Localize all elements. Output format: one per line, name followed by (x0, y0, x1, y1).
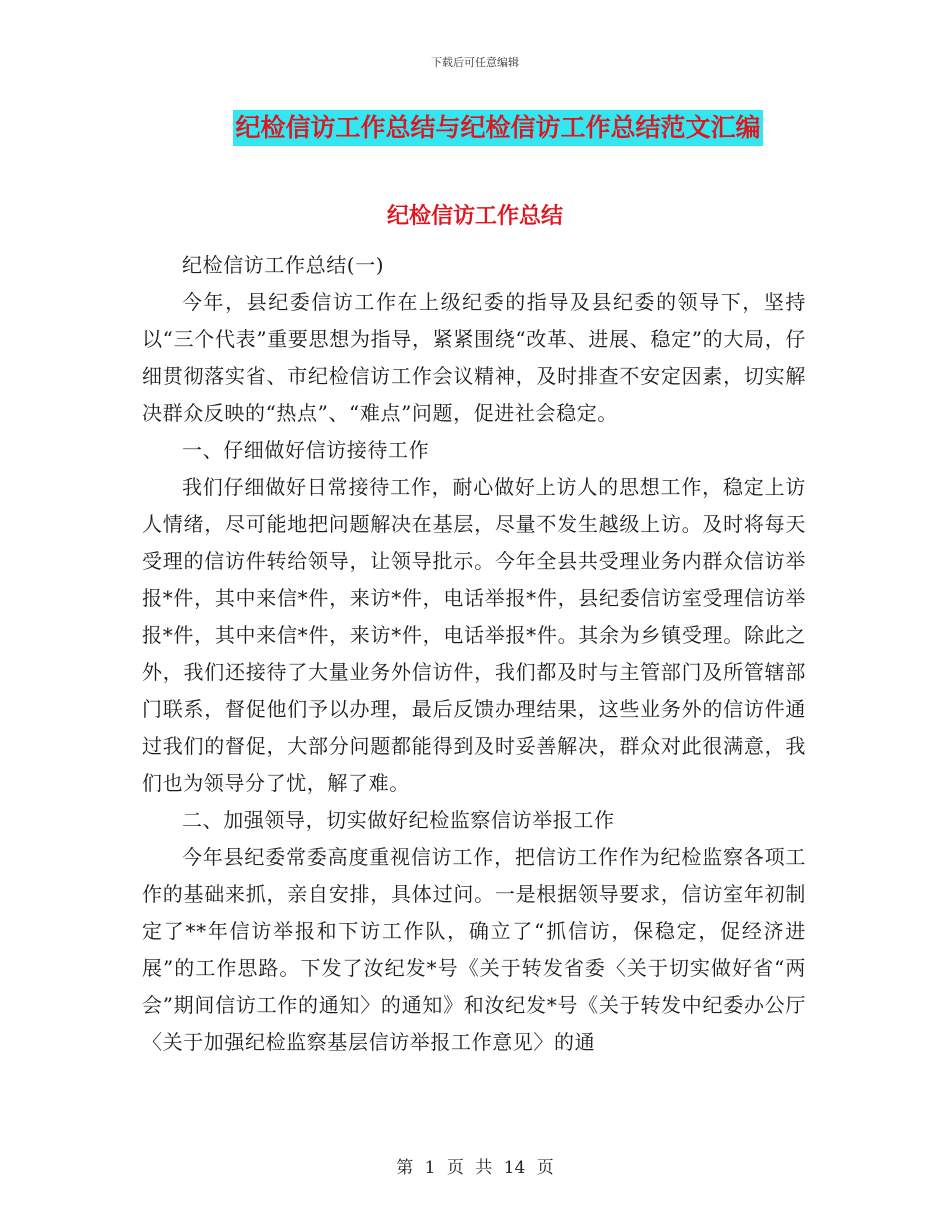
page-footer: 第 1 页 共 14 页 (396, 1158, 554, 1178)
section-heading-1: 一、仔细做好信访接待工作 (182, 438, 430, 462)
paragraph-section-2: 今年县纪委常委高度重视信访工作，把信访工作作为纪检监察各项工作的基础来抓，亲自安排，具体过问。一是根据领导要求，信访室年初制定了**年信访举报和下访工作队，确立了“抓信访，保稳定，促经济进展”的工作思路。下发了汝纪发*号《关于转发省委〈关于切实做好省“两会”期间信访工作的通知〉的通知》和汝纪发*号《关于转发中纪委办公厅〈关于加强纪检监察基层信访举报工作意见〉的通 (142, 845, 806, 1054)
paragraph-section-1: 我们仔细做好日常接待工作，耐心做好上访人的思想工作，稳定上访人情绪，尽可能地把问题解决在基层，尽量不发生越级上访。及时将每天受理的信访件转给领导，让领导批示。今年全县共受理业务内群众信访举报*件，其中来信*件，来访*件，电话举报*件，县纪委信访室受理信访举报*件，其中来信*件，来访*件，电话举报*件。其余为乡镇受理。除此之外，我们还接待了大量业务外信访件，我们都及时与主管部门及所管辖部门联系，督促他们予以办理，最后反馈办理结果，这些业务外的信访件通过我们的督促，大部分问题都能得到及时妥善解决，群众对此很满意，我们也为领导分了忧，解了难。 (142, 475, 806, 795)
section-heading-2: 二、加强领导，切实做好纪检监察信访举报工作 (182, 808, 615, 832)
main-title-wrap (0, 110, 950, 146)
main-title: 纪检信访工作总结与纪检信访工作总结范文汇编 (233, 110, 762, 146)
sub-title: 纪检信访工作总结 (386, 204, 563, 229)
paragraph-intro: 今年，县纪委信访工作在上级纪委的指导及县纪委的领导下，坚持以“三个代表”重要思想为指导，紧紧围绕“改革、进展、稳定”的大局，仔细贯彻落实省、市纪检信访工作会议精神，及时排查不安定因素，切实解决群众反映的“热点”、“难点”问题，促进社会稳定。 (142, 290, 806, 425)
body-text (142, 247, 806, 1061)
paragraph-heading-1: 纪检信访工作总结(一) (182, 253, 385, 277)
header-note: 下载后可任意编辑 (431, 56, 519, 69)
